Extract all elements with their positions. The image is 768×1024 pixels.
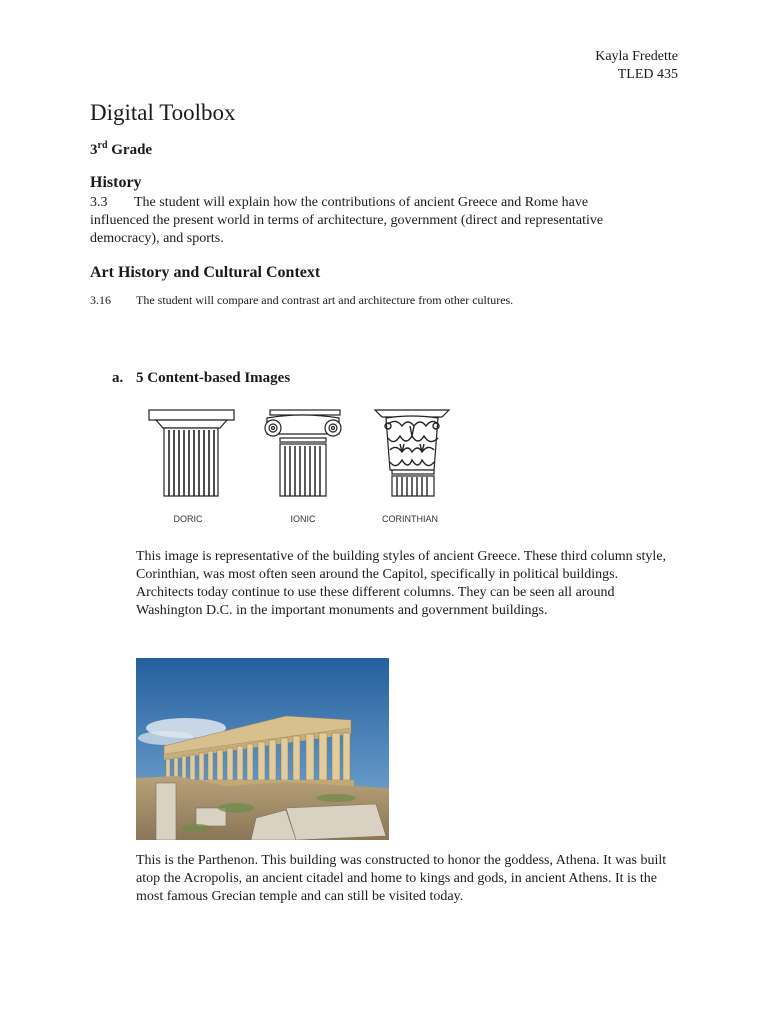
- art-standard-number: 3.16: [90, 293, 111, 307]
- list-heading: [112, 368, 290, 388]
- history-heading: History: [90, 174, 142, 191]
- doric-column: [149, 410, 234, 496]
- history-standard: [90, 194, 650, 248]
- ionic-label: IONIC: [290, 514, 316, 524]
- grade-heading: [90, 140, 152, 160]
- history-standard-text: The student will explain how the contributions of ancient Greece and Rome have influenced the present world in terms of architecture, government (direct and representative democracy), and sports.: [90, 195, 604, 246]
- art-standard: [90, 292, 680, 308]
- author-name: Kayla Fredette: [595, 49, 678, 64]
- document-title: Digital Toolbox: [90, 100, 236, 125]
- grade-number: 3: [90, 142, 98, 158]
- author-block: [595, 48, 678, 84]
- art-standard-text: The student will compare and contrast art and architecture from other cultures.: [136, 293, 514, 307]
- grade-word: Grade: [111, 142, 153, 158]
- columns-caption: This image is representative of the building styles of ancient Greece. These third column style, Corinthian, was most often seen around the Capitol, specifically in political buildings. Architects today continue to use these different columns. They can be seen all around Washington D.C. in the important monuments and government buildings.: [136, 549, 667, 618]
- parthenon-caption: This is the Parthenon. This building was constructed to honor the goddess, Athena. It was built atop the Acropolis, an ancient citadel and home to kings and gods, in ancient Athens. It is the most famous Grecian temple and can still be visited today.: [136, 853, 667, 904]
- corinthian-column: [375, 410, 449, 496]
- ionic-column: [265, 410, 341, 496]
- list-label: 5 Content-based Images: [136, 370, 291, 386]
- history-standard-number: 3.3: [90, 195, 108, 210]
- art-history-heading: Art History and Cultural Context: [90, 264, 321, 281]
- course-code: TLED 435: [617, 67, 678, 82]
- corinthian-label: CORINTHIAN: [382, 514, 438, 524]
- doric-label: DORIC: [173, 514, 203, 524]
- greek-columns-image: [142, 404, 462, 529]
- list-marker: a.: [112, 370, 124, 386]
- grade-suffix: rd: [97, 140, 108, 151]
- parthenon-photo: [136, 658, 389, 840]
